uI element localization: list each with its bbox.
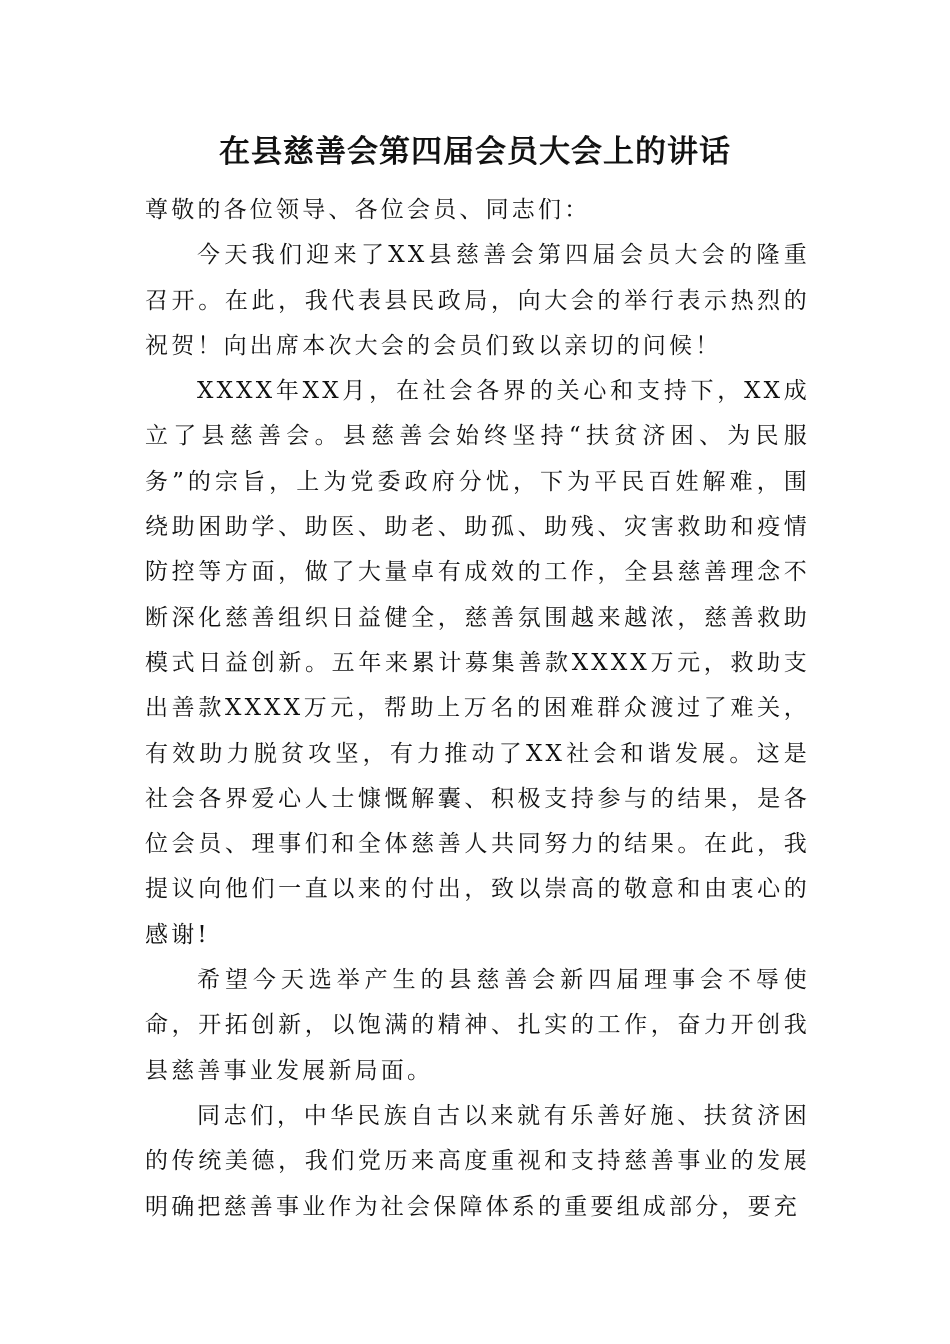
paragraph-hope: 希望今天选举产生的县慈善会新四届理事会不辱使命，开拓创新，以饱满的精神、扎实的工作，奋力开创我县慈善事业发展新局面。 bbox=[145, 967, 810, 1084]
document-title: 在县慈善会第四届会员大会上的讲话 bbox=[219, 134, 731, 170]
greeting-line: 尊敬的各位领导、各位会员、同志们： bbox=[145, 197, 591, 223]
paragraph-history: XXXX年XX月，在社会各界的关心和支持下，XX成立了县慈善会。县慈善会始终坚持“扶贫济困、为民服务”的宗旨，上为党委政府分忧，下为平民百姓解难，围绕助困助学、助医、助老、助孤、助残、灾害救助和疫情防控等方面，做了大量卓有成效的工作，全县慈善理念不断深化慈善组织日益健全，慈善氛围越来越浓，慈善救助模式日益创新。五年来累计募集善款XXXX万元，救助支出善款XXXX万元，帮助上万名的困难群众渡过了难关，有效助力脱贫攻坚，有力推动了XX社会和谐发展。这是社会各界爱心人士慷慨解囊、积极支持参与的结果，是各位会员、理事们和全体慈善人共同努力的结果。在此，我提议向他们一直以来的付出，致以崇高的敬意和由衷心的感谢! bbox=[145, 378, 810, 948]
paragraph-opening: 今天我们迎来了XX县慈善会第四届会员大会的隆重召开。在此，我代表县民政局，向大会的举行表示热烈的祝贺！向出席本次大会的会员们致以亲切的问候！ bbox=[145, 242, 810, 359]
paragraph-tradition: 同志们，中华民族自古以来就有乐善好施、扶贫济困的传统美德，我们党历来高度重视和支持慈善事业的发展明确把慈善事业作为社会保障体系的重要组成部分，要充 bbox=[145, 1102, 810, 1220]
document-body bbox=[145, 188, 810, 1230]
